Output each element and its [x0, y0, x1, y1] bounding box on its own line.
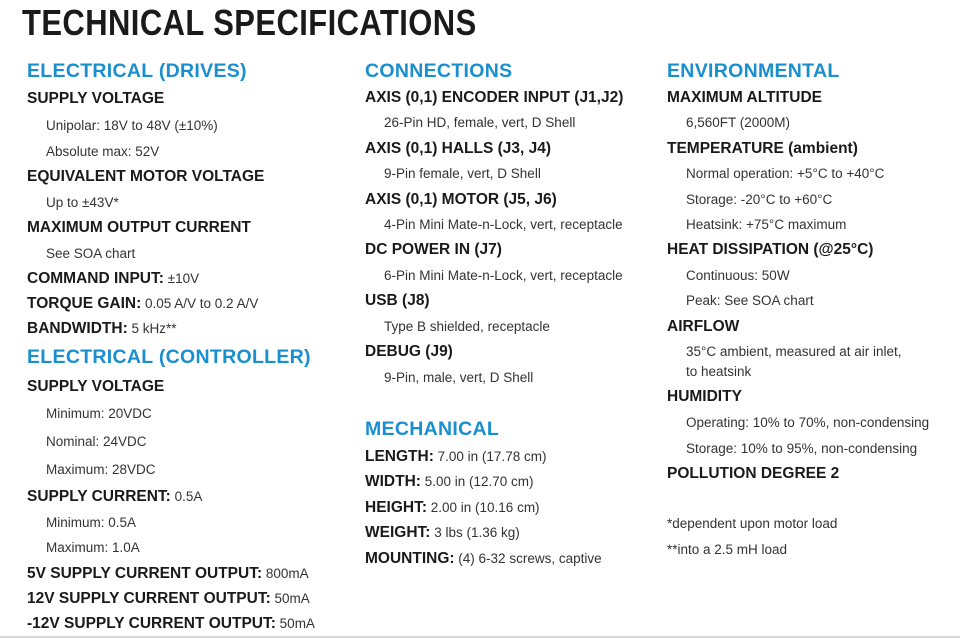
- heading-halls: AXIS (0,1) HALLS (J3, J4): [365, 140, 552, 157]
- spec-value: 50mA: [275, 616, 315, 631]
- spec-key: SUPPLY CURRENT:: [27, 488, 171, 505]
- heading-airflow: AIRFLOW: [667, 318, 740, 335]
- spec-key: MOUNTING:: [365, 550, 455, 567]
- spec-bandwidth: [27, 320, 177, 338]
- spec-value: 2.00 in (10.16 cm): [427, 500, 540, 515]
- spec-max-voltage: Maximum: 28VDC: [46, 462, 156, 477]
- spec-dc-power: 6-Pin Mini Mate-n-Lock, vert, receptacle: [384, 268, 623, 283]
- spec-value: ±10V: [163, 271, 200, 286]
- spec-nominal-voltage: Nominal: 24VDC: [46, 434, 147, 449]
- spec-max-current: Maximum: 1.0A: [46, 540, 140, 555]
- spec-key: LENGTH:: [365, 448, 434, 465]
- spec-value: 5 kHz**: [127, 321, 177, 336]
- footnote-load: **into a 2.5 mH load: [667, 542, 788, 557]
- spec-heatsink: Heatsink: +75°C maximum: [686, 217, 847, 232]
- spec-length: [365, 448, 546, 466]
- heading-pollution-degree: POLLUTION DEGREE 2: [667, 465, 840, 482]
- heading-encoder-input: AXIS (0,1) ENCODER INPUT (J1,J2): [365, 89, 624, 106]
- spec-storage-temp: Storage: -20°C to +60°C: [686, 192, 833, 207]
- spec-value: 50mA: [270, 591, 310, 606]
- spec-key: TORQUE GAIN:: [27, 295, 142, 312]
- spec-max-altitude: 6,560FT (2000M): [686, 115, 791, 130]
- spec-value: 3 lbs (1.36 kg): [430, 525, 520, 540]
- spec-command-input: [27, 270, 199, 288]
- spec-mounting: [365, 550, 602, 568]
- spec-12v-output: [27, 590, 310, 608]
- spec-airflow-line2: to heatsink: [686, 364, 752, 379]
- heading-controller-supply-voltage: SUPPLY VOLTAGE: [27, 378, 165, 395]
- spec-absolute-max: Absolute max: 52V: [46, 144, 160, 159]
- spec-height: [365, 499, 540, 517]
- spec-max-output-current: See SOA chart: [46, 246, 136, 261]
- spec-key: 5V SUPPLY CURRENT OUTPUT:: [27, 565, 263, 582]
- spec-torque-gain: [27, 295, 258, 313]
- heading-max-altitude: MAXIMUM ALTITUDE: [667, 89, 822, 106]
- spec-key: COMMAND INPUT:: [27, 270, 164, 287]
- spec-continuous: Continuous: 50W: [686, 268, 790, 283]
- section-title-electrical-controller: ELECTRICAL (CONTROLLER): [27, 346, 311, 368]
- footnote-motor-load: *dependent upon motor load: [667, 516, 838, 531]
- heading-max-output-current: MAXIMUM OUTPUT CURRENT: [27, 219, 251, 236]
- section-title-electrical-drives: ELECTRICAL (DRIVES): [27, 60, 247, 82]
- spec-min-current: Minimum: 0.5A: [46, 515, 137, 530]
- heading-temperature: TEMPERATURE (ambient): [667, 140, 858, 157]
- spec-key: BANDWIDTH:: [27, 320, 128, 337]
- heading-debug: DEBUG (J9): [365, 343, 453, 360]
- section-title-environmental: ENVIRONMENTAL: [667, 60, 840, 82]
- spec-peak: Peak: See SOA chart: [686, 293, 814, 308]
- spec-unipolar: Unipolar: 18V to 48V (±10%): [46, 118, 218, 133]
- heading-supply-voltage: SUPPLY VOLTAGE: [27, 90, 165, 107]
- spec-value: 7.00 in (17.78 cm): [433, 449, 547, 464]
- spec-airflow-line1: 35°C ambient, measured at air inlet,: [686, 344, 902, 359]
- heading-humidity: HUMIDITY: [667, 388, 742, 405]
- spec-key: WEIGHT:: [365, 524, 431, 541]
- spec-encoder-input: 26-Pin HD, female, vert, D Shell: [384, 115, 576, 130]
- spec-key: -12V SUPPLY CURRENT OUTPUT:: [27, 615, 276, 632]
- spec-humidity-operating: Operating: 10% to 70%, non-condensing: [686, 415, 930, 430]
- spec-value: 0.5A: [170, 489, 203, 504]
- heading-heat-dissipation: HEAT DISSIPATION (@25°C): [667, 241, 874, 258]
- spec-value: 0.05 A/V to 0.2 A/V: [141, 296, 259, 311]
- spec-width: [365, 473, 534, 491]
- spec-equiv-motor-voltage: Up to ±43V*: [46, 195, 119, 210]
- spec-value: 800mA: [262, 566, 309, 581]
- heading-dc-power: DC POWER IN (J7): [365, 241, 502, 258]
- section-title-connections: CONNECTIONS: [365, 60, 513, 82]
- spec-usb: Type B shielded, receptacle: [384, 319, 550, 334]
- spec-supply-current: [27, 488, 202, 506]
- spec-debug: 9-Pin, male, vert, D Shell: [384, 370, 534, 385]
- spec-5v-output: [27, 565, 309, 583]
- heading-usb: USB (J8): [365, 292, 430, 309]
- spec-halls: 9-Pin female, vert, D Shell: [384, 166, 541, 181]
- spec-weight: [365, 524, 520, 542]
- heading-equiv-motor-voltage: EQUIVALENT MOTOR VOLTAGE: [27, 168, 265, 185]
- spec-neg12v-output: [27, 615, 315, 633]
- spec-value: 5.00 in (12.70 cm): [420, 474, 534, 489]
- spec-key: HEIGHT:: [365, 499, 427, 516]
- spec-key: 12V SUPPLY CURRENT OUTPUT:: [27, 590, 271, 607]
- spec-motor: 4-Pin Mini Mate-n-Lock, vert, receptacle: [384, 217, 623, 232]
- heading-motor: AXIS (0,1) MOTOR (J5, J6): [365, 191, 557, 208]
- spec-key: WIDTH:: [365, 473, 421, 490]
- page-title: TECHNICAL SPECIFICATIONS: [22, 2, 477, 43]
- spec-value: (4) 6-32 screws, captive: [454, 551, 602, 566]
- spec-min-voltage: Minimum: 20VDC: [46, 406, 152, 421]
- spec-normal-operation: Normal operation: +5°C to +40°C: [686, 166, 885, 181]
- section-title-mechanical: MECHANICAL: [365, 418, 500, 440]
- spec-humidity-storage: Storage: 10% to 95%, non-condensing: [686, 441, 918, 456]
